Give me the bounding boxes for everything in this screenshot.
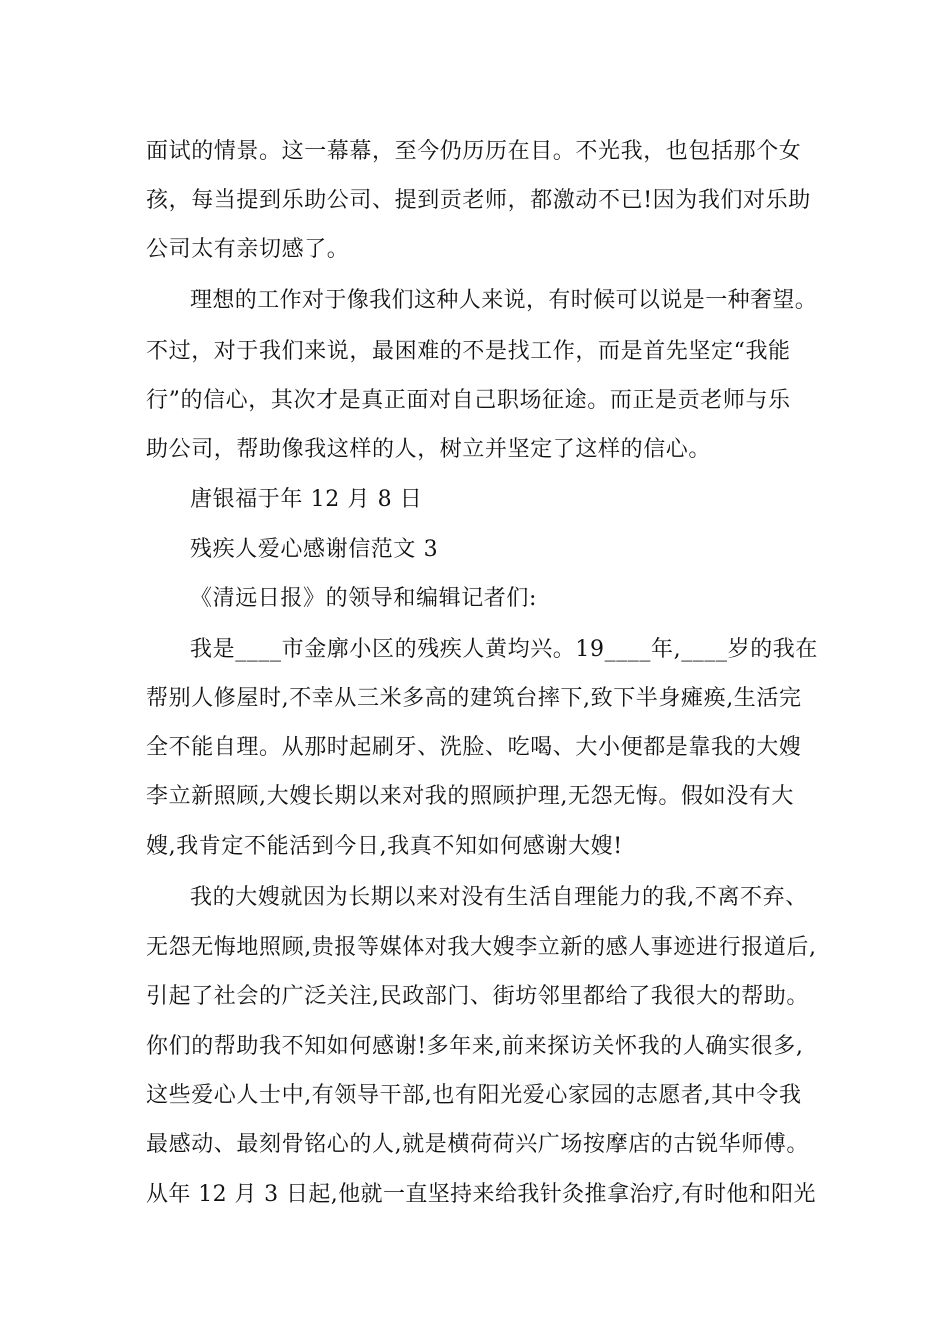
text-line: 孩，每当提到乐助公司、提到贡老师，都激动不已!因为我们对乐助 (146, 188, 811, 213)
text-line: 帮别人修屋时,不幸从三米多高的建筑台摔下,致下半身瘫痪,生活完 (146, 686, 802, 711)
text-line: 助公司，帮助像我这样的人，树立并坚定了这样的信心。 (146, 437, 712, 462)
section-title: 残疾人爱心感谢信范文 3 (190, 537, 439, 562)
text-line: 你们的帮助我不知如何感谢!多年来,前来探访关怀我的人确实很多, (146, 1034, 804, 1059)
text-line: 面试的情景。这一幕幕，至今仍历历在目。不光我，也包括那个女 (146, 139, 802, 164)
text-line: 无怨无悔地照顾,贵报等媒体对我大嫂李立新的感人事迹进行报道后, (146, 935, 817, 960)
text-line: 引起了社会的广泛关注,民政部门、街坊邻里都给了我很大的帮助。 (146, 984, 809, 1009)
paragraph-first-line: 我的大嫂就因为长期以来对没有生活自理能力的我,不离不弃、 (190, 885, 808, 910)
text-line: 从年 12 月 3 日起,他就一直坚持来给我针灸推拿治疗,有时他和阳光 (146, 1182, 816, 1207)
text-line: 行”的信心，其次才是真正面对自己职场征途。而正是贡老师与乐 (146, 388, 791, 413)
text-line: 嫂,我肯定不能活到今日,我真不知如何感谢大嫂! (146, 834, 623, 859)
text-line: 李立新照顾,大嫂长期以来对我的照顾护理,无怨无悔。假如没有大 (146, 784, 794, 809)
text-line: 公司太有亲切感了。 (146, 237, 350, 262)
signature-line: 唐银福于年 12 月 8 日 (190, 487, 423, 512)
salutation: 《清远日报》的领导和编辑记者们: (190, 586, 538, 611)
text-line: 全不能自理。从那时起刷牙、洗脸、吃喝、大小便都是靠我的大嫂 (146, 735, 802, 760)
text-line: 最感动、最刻骨铭心的人,就是横荷荷兴广场按摩店的古锐华师傅。 (146, 1132, 809, 1157)
paragraph-first-line: 理想的工作对于像我们这种人来说，有时候可以说是一种奢望。 (190, 288, 818, 313)
paragraph-first-line: 我是____市金廓小区的残疾人黄均兴。19____年,____岁的我在 (190, 637, 818, 662)
text-line: 这些爱心人士中,有领导干部,也有阳光爱心家园的志愿者,其中令我 (146, 1083, 802, 1108)
text-line: 不过，对于我们来说，最困难的不是找工作，而是首先坚定“我能 (146, 339, 791, 364)
